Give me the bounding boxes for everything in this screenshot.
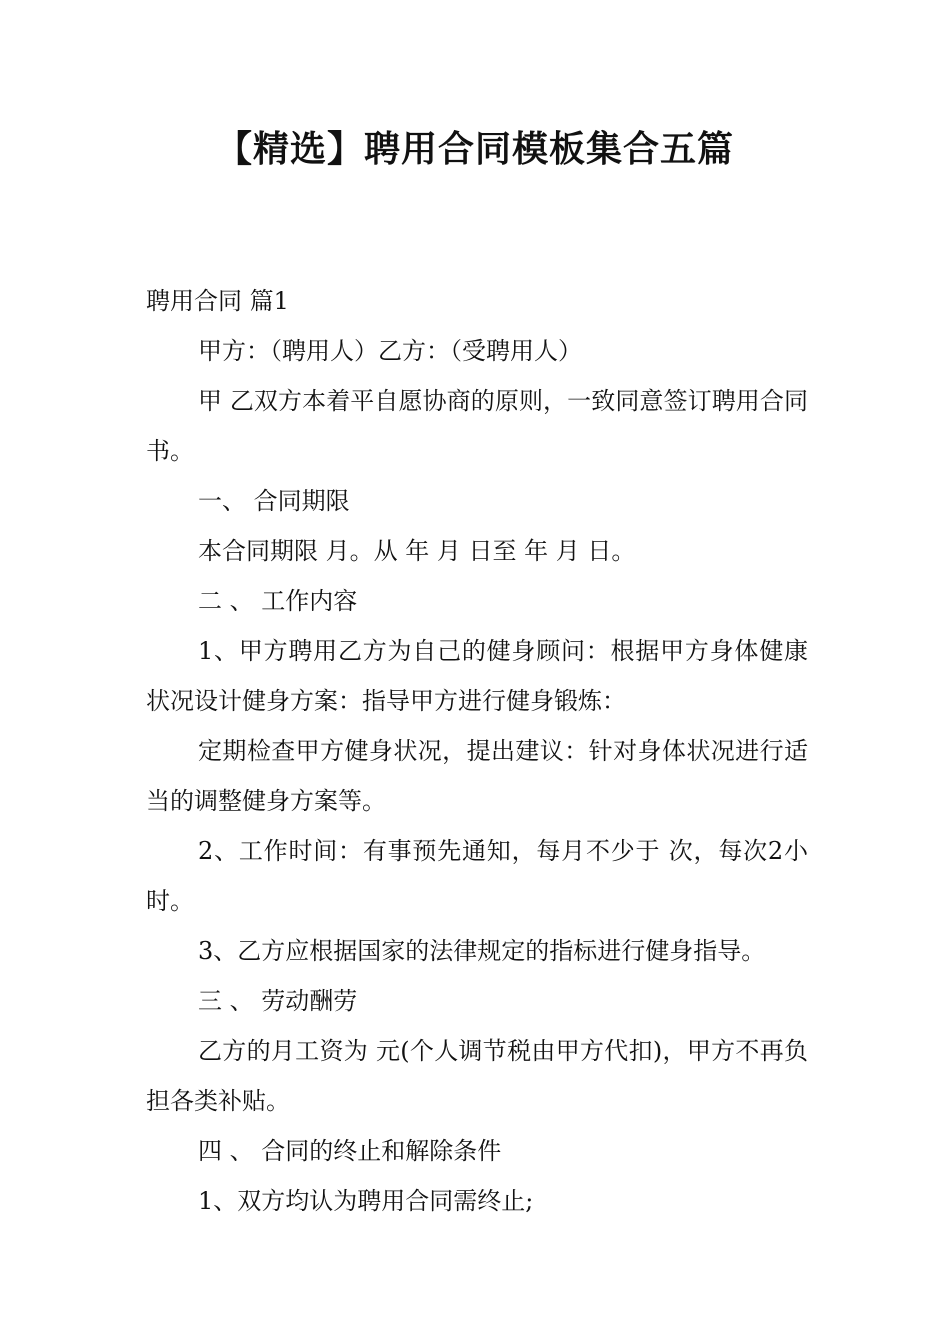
- work-item-1-cont: 定期检查甲方健身状况，提出建议：针对身体状况进行适当的调整健身方案等。: [146, 737, 808, 815]
- section-heading-term: 一、 合同期限: [198, 487, 350, 515]
- document-title: 【精选】聘用合同模板集合五篇: [215, 129, 734, 170]
- pay-paragraph: 乙方的月工资为 元(个人调节税由甲方代扣)，甲方不再负担各类补贴。: [146, 1037, 808, 1115]
- work-item-2: 2、工作时间：有事预先通知，每月不少于 次，每次2小时。: [146, 837, 808, 915]
- termination-item-1: 1、双方均认为聘用合同需终止;: [198, 1187, 534, 1215]
- section-heading-work: 二 、 工作内容: [198, 587, 358, 615]
- term-paragraph: 本合同期限 月。从 年 月 日至 年 月 日。: [198, 537, 636, 565]
- contract-heading: 聘用合同 篇1: [146, 287, 289, 315]
- document-body: [146, 276, 808, 1226]
- agreement-paragraph: 甲 乙双方本着平自愿协商的原则，一致同意签订聘用合同书。: [146, 387, 808, 465]
- parties-line: 甲方：（聘用人）乙方：（受聘用人）: [198, 337, 582, 365]
- section-heading-termination: 四 、 合同的终止和解除条件: [198, 1137, 502, 1165]
- work-item-1: 1、甲方聘用乙方为自己的健身顾问：根据甲方身体健康状况设计健身方案：指导甲方进行健身锻炼：: [146, 637, 808, 715]
- section-heading-pay: 三 、 劳动酬劳: [198, 987, 358, 1015]
- work-item-3: 3、乙方应根据国家的法律规定的指标进行健身指导。: [198, 937, 766, 965]
